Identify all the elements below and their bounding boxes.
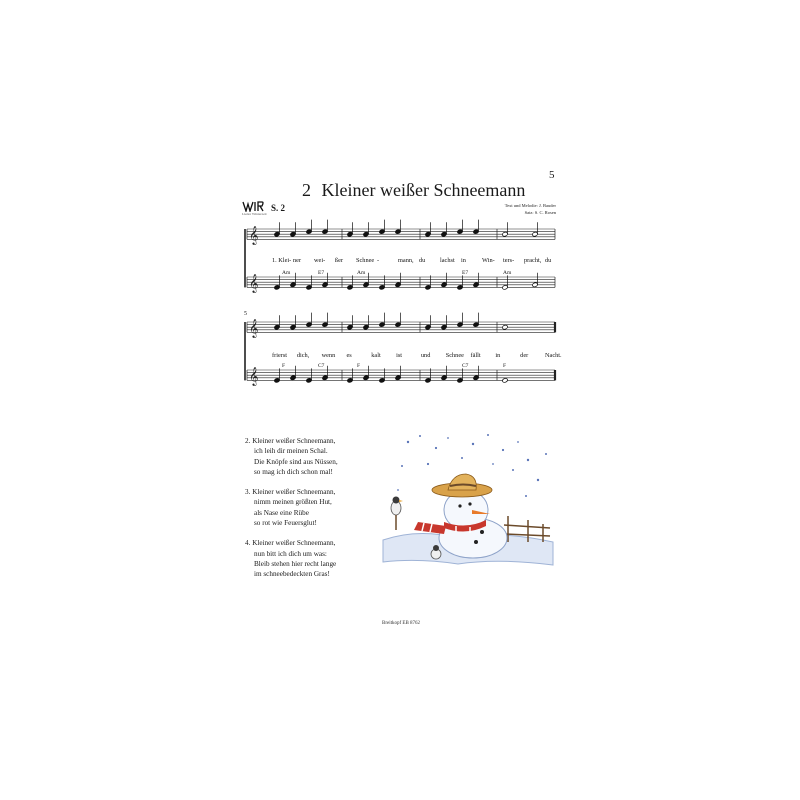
verse-3 bbox=[245, 487, 338, 528]
lyric-syllable: wei- bbox=[314, 257, 326, 264]
notes bbox=[249, 220, 538, 387]
verse-line: ich leih dir meinen Schal. bbox=[254, 447, 328, 456]
lyric-syllable: ist bbox=[396, 352, 403, 359]
verse-line: Bleib stehen hier recht lange bbox=[254, 559, 337, 568]
lyric-syllable: Schnee bbox=[356, 257, 375, 264]
verse-2 bbox=[245, 436, 338, 477]
treble-clef-icon: 𝄞 bbox=[249, 273, 259, 293]
song-number: 2 bbox=[302, 180, 311, 200]
note-head bbox=[502, 325, 508, 330]
song-title-text: Kleiner weißer Schneemann bbox=[321, 180, 526, 200]
lyric-syllable: Win- bbox=[482, 257, 495, 264]
treble-clef-icon: 𝄞 bbox=[249, 366, 259, 386]
lyric-syllable: ters- bbox=[503, 257, 515, 264]
lyric-syllable: lachst bbox=[440, 257, 455, 264]
bird-icon bbox=[391, 497, 403, 531]
verse-line: im schneebedeckten Gras! bbox=[254, 570, 330, 579]
chord-symbol: C7 bbox=[462, 363, 469, 369]
lyric-syllable: der bbox=[520, 352, 529, 359]
credit-arrangement: Satz: S. C. Rosen bbox=[524, 210, 556, 215]
lyric-syllable: - bbox=[377, 257, 380, 264]
hat-icon bbox=[432, 474, 492, 497]
publisher-footer: Breitkopf EB 8762 bbox=[382, 621, 421, 626]
chord-symbol: E7 bbox=[462, 270, 469, 276]
lyric-syllable: pracht, bbox=[524, 257, 542, 264]
lyric-syllable: Schnee bbox=[445, 352, 464, 359]
page-number: 5 bbox=[549, 169, 555, 181]
lyric-syllable: du bbox=[545, 257, 552, 264]
chord-symbol: E7 bbox=[318, 270, 325, 276]
lyric-syllable: kalt bbox=[371, 352, 381, 359]
verse-line: 2. Kleiner weißer Schneemann, bbox=[245, 437, 336, 445]
chord-symbol: F bbox=[282, 363, 286, 369]
lyric-syllable: es bbox=[346, 352, 352, 359]
verse-line: 3. Kleiner weißer Schneemann, bbox=[245, 488, 336, 497]
chord-symbol: Am bbox=[503, 270, 512, 276]
lyrics bbox=[272, 257, 562, 359]
snowman-illustration bbox=[378, 430, 558, 580]
cd-sub-label: Lieder Winterzeit bbox=[242, 212, 267, 216]
measure-number: 5 bbox=[244, 311, 247, 317]
verse-line: Die Knöpfe sind aus Nüssen, bbox=[254, 457, 338, 466]
lyric-syllable: frierst bbox=[272, 352, 288, 359]
verse-4 bbox=[245, 538, 338, 579]
chord-symbol: Am bbox=[357, 270, 366, 276]
lyric-syllable: du bbox=[419, 257, 426, 264]
lyric-syllable: wenn bbox=[321, 352, 336, 359]
chord-symbol: F bbox=[503, 363, 507, 369]
credit-text-melody: Text und Melodie: J. Bauder bbox=[504, 203, 556, 208]
lyric-syllable: und bbox=[420, 352, 431, 359]
lyric-syllable: ner bbox=[293, 257, 302, 264]
lyric-syllable: Nacht. bbox=[545, 352, 562, 359]
treble-clef-icon: 𝄞 bbox=[249, 318, 259, 338]
verse-line: nimm meinen größten Hut, bbox=[254, 498, 332, 507]
lyric-syllable: 1. Klei- bbox=[272, 257, 292, 264]
lyric-syllable: dich, bbox=[296, 352, 310, 359]
treble-clef-icon: 𝄞 bbox=[249, 225, 259, 245]
verse-line: so mag ich dich schon mal! bbox=[254, 467, 333, 476]
chord-symbol: C7 bbox=[318, 363, 325, 369]
verse-line: 4. Kleiner weißer Schneemann, bbox=[245, 539, 336, 548]
verse-line: so rot wie Feuersglut! bbox=[254, 519, 317, 528]
lyric-syllable: fällt bbox=[470, 352, 481, 359]
verse-line: als Nase eine Rübe bbox=[254, 508, 309, 517]
additional-verses bbox=[245, 436, 338, 590]
note-head bbox=[502, 378, 508, 383]
chord-symbol: F bbox=[357, 363, 361, 369]
lyric-syllable: ßer bbox=[335, 257, 344, 264]
verse-line: nun bitt ich dich um was: bbox=[254, 549, 327, 558]
cd-track-label: S. 2 bbox=[271, 203, 286, 213]
lyric-syllable: mann, bbox=[398, 257, 414, 264]
lyric-syllable: in bbox=[461, 257, 466, 264]
lyric-syllable: in bbox=[495, 352, 501, 359]
chord-symbol: Am bbox=[282, 270, 291, 276]
